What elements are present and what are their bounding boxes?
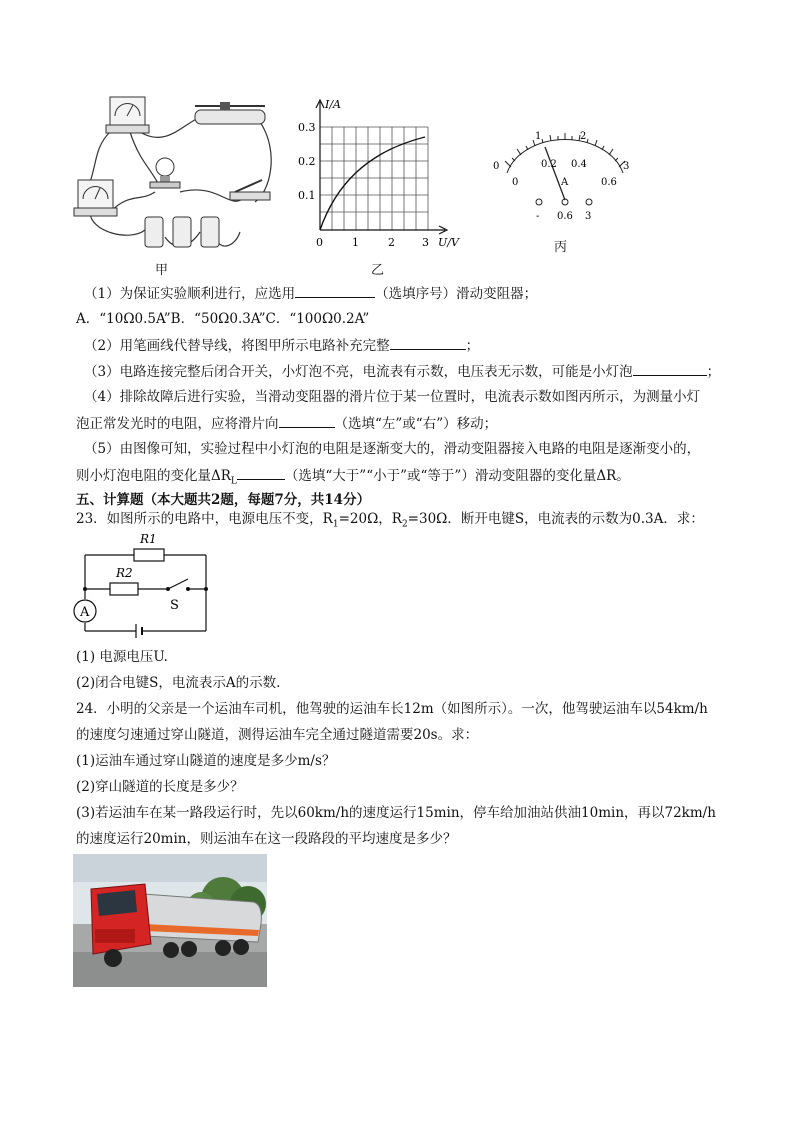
bottom-scale-1: 0.2 [541,159,557,170]
switch-icon [230,180,270,200]
top-scale-3: 3 [623,161,630,172]
terminal-06: 0.6 [557,211,573,222]
ammeter-device-icon [74,180,117,216]
answer-blank[interactable] [295,283,375,298]
q24-part3-line2: 的速度运行20min，则运油车在这一段路段的平均速度是多少？ [76,831,457,847]
r1-label: R1 [140,532,157,546]
battery-icon [145,217,219,247]
caption-jia: 甲 [155,263,169,278]
figure-bing-ammeter [485,125,645,225]
q22-item5-line2: 则小灯泡电阻的变化量$\Delta R_L$ （选填“大于”“小于”或“等于”）滑动变阻器的变化量ΔR。 [76,465,630,492]
q23-circuit-diagram [70,527,220,639]
s-label: S [170,598,179,613]
q24-part2: (2)穿山隧道的长度是多少？ [76,779,244,795]
answer-blank[interactable] [633,361,707,376]
x-tick: 1 [352,236,359,249]
bottom-scale-2: 0.4 [571,159,587,170]
figure-jia-circuit [70,92,290,257]
q22-item4-line1: （4）排除故障后进行实验，当滑动变阻器的滑片位于某一位置时，电流表示数如图丙所示，为测量小灯 [84,389,701,405]
bottom-scale-0: 0 [512,177,519,188]
figure-yi-graph [295,92,470,257]
tanker-truck-image [73,854,267,987]
tanker-truck-photo [73,854,267,987]
answer-blank[interactable] [279,413,335,428]
answer-blank[interactable] [390,335,466,350]
terminal-3: 3 [585,211,592,222]
q24-stem-line1: 24．小明的父亲是一个运油车司机，他驾驶的运油车长12m（如图所示）。一次，他驾驶运油车以54km/h [76,701,708,717]
y-tick: 0.2 [298,155,316,168]
x-tick: 0 [316,236,323,249]
ammeter-letter: A [80,605,90,620]
q24-part3-line1: (3)若运油车在某一路段运行时，先以60km/h的速度运行15min，停车给加油站供油10min，再以72km/h [76,805,716,821]
x-tick: 2 [388,236,395,249]
answer-blank[interactable] [237,465,285,480]
caption-yi: 乙 [371,263,385,278]
bottom-scale-3: 0.6 [601,177,617,188]
terminal-neg: - [536,211,540,222]
ammeter-dial [485,125,645,225]
voltmeter-icon [106,97,149,133]
rheostat-icon [195,102,265,124]
circuit-drawing [70,92,290,257]
resistor-r2 [110,583,138,595]
iu-graph [295,92,470,257]
bulb-icon [150,158,180,188]
r2-label: R2 [116,566,133,580]
resistor-r1 [134,549,164,561]
q24-part1: (1)运油车通过穿山隧道的速度是多少m/s？ [76,753,336,769]
y-tick: 0.1 [298,189,316,202]
q22-item2: （2）用笔画线代替导线，将图甲所示电路补充完整 ； [84,335,479,356]
top-scale-1: 1 [535,131,542,142]
q22-item4-line2: 泡正常发光时的电阻，应将滑片向 （选填“左”或“右”）移动； [76,413,497,434]
y-axis-label: I/A [325,98,341,111]
top-scale-2: 2 [580,131,587,142]
q22-options: A．“10Ω0.5A”B．“50Ω0.3A”C．“100Ω0.2A” [76,311,370,327]
q23-part1: (1) 电源电压U. [76,649,168,665]
q23-stem: 23．如图所示的电路中，电源电压不变，$R_1=20\Omega$，$R_2=30\Omega$．断开电键S，电流表的示数为0.3A．求： [76,511,704,530]
x-axis-label: U/V [438,236,459,249]
caption-bing: 丙 [554,240,568,255]
q24-stem-line2: 的速度匀速通过穿山隧道，测得运油车完全通过隧道需要20s。求： [76,727,479,743]
switch-s [168,579,188,589]
y-tick: 0.3 [298,121,316,134]
q22-item1: （1）为保证实验顺利进行，应选用 （选填序号）滑动变阻器； [84,283,537,304]
unit-label: A [561,177,569,188]
q23-part2: (2)闭合电键S，电流表示A的示数. [76,675,281,691]
x-tick: 3 [422,236,429,249]
section-five-heading: 五、计算题（本大题共2题，每题7分，共14分） [76,492,371,508]
top-scale-0: 0 [493,161,500,172]
q22-item5-line1: （5）由图像可知，实验过程中小灯泡的电阻是逐渐变大的，滑动变阻器接入电路的电阻是逐渐变小的， [84,441,701,457]
q22-item3: （3）电路连接完整后闭合开关，小灯泡不亮，电流表有示数，电压表无示数，可能是小灯泡 ； [84,361,720,382]
q23-circuit [70,527,220,639]
